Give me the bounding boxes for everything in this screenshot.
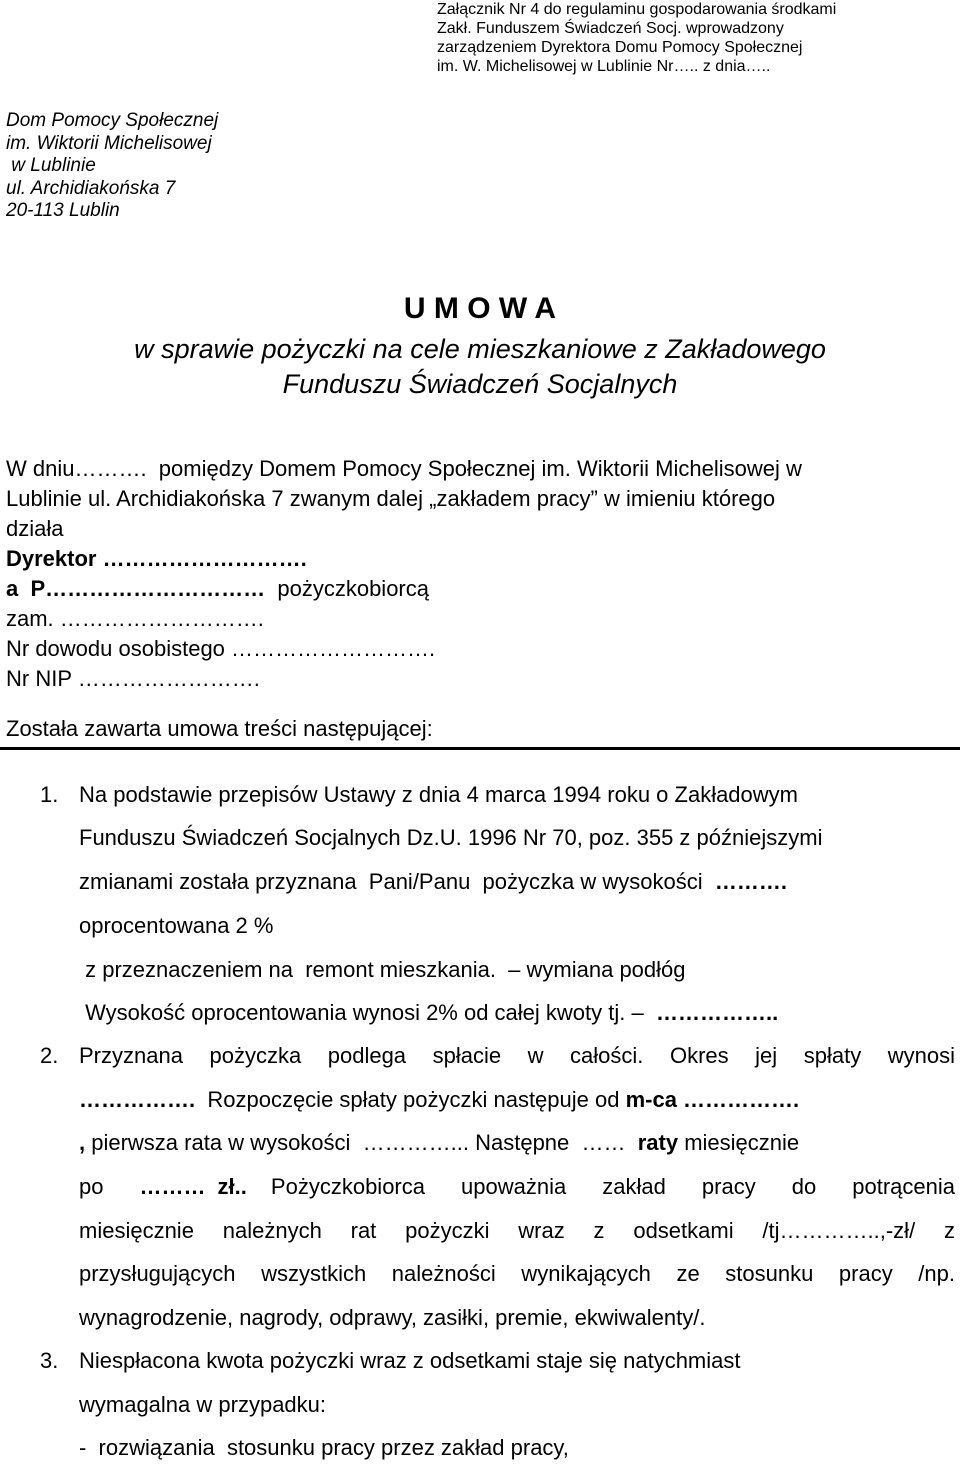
item1-line: oprocentowana 2 % (79, 913, 274, 938)
item2-text: przysługujących wszystkich należności wynikających ze stosunku pracy /np. (79, 1261, 955, 1286)
item2-line (79, 1087, 799, 1113)
address-field: zam. ………………………. (6, 606, 264, 631)
item2-line (79, 1218, 955, 1244)
parties-section (6, 454, 802, 694)
borrower-label: pożyczkobiorcą (265, 576, 429, 601)
comma: , (79, 1130, 86, 1155)
annex-line: zarządzeniem Dyrektora Domu Pomocy Społecznej (437, 39, 803, 56)
contract-intro: Została zawarta umowa treści następującej: (6, 716, 433, 741)
first-installment-label: pierwsza rata w wysokości …………... Następne …… (85, 1130, 638, 1155)
borrower-name-blank: a P………………………… (6, 576, 266, 601)
item-number: 2. (40, 1043, 59, 1068)
item1-line: z przeznaczeniem na remont mieszkania. – wymiana podłóg (79, 957, 686, 982)
installment-amount-blank: ……… zł.. (139, 1174, 247, 1199)
id-number-field: Nr dowodu osobistego ………………………. (6, 636, 436, 661)
subtitle-line: Funduszu Świadczeń Socjalnych (282, 369, 678, 399)
document-subtitle (0, 332, 960, 402)
repayment-start-label: Rozpoczęcie spłaty pożyczki następuje od (195, 1087, 626, 1112)
deduction-text: Pożyczkobiorca upoważnia zakład pracy do potrącenia (246, 1174, 956, 1199)
issuer-line: w Lublinie (6, 155, 96, 176)
subtitle-line: w sprawie pożyczki na cele mieszkaniowe z Zakładowego (134, 334, 826, 364)
item2-text: Przyznana pożyczka podlega spłacie w całości. Okres jej spłaty wynosi (79, 1043, 955, 1068)
item2-line: wynagrodzenie, nagrody, odprawy, zasiłki, premie, ekwiwalenty/. (79, 1305, 706, 1330)
parties-line: W dniu………. pomiędzy Domem Pomocy Społecznej im. Wiktorii Michelisowej w (6, 456, 802, 481)
po-label: po (79, 1174, 140, 1199)
item1-line: Na podstawie przepisów Ustawy z dnia 4 marca 1994 roku o Zakładowym (79, 782, 798, 807)
loan-amount-label: zmianami została przyznana Pani/Panu pożyczka w wysokości (79, 869, 715, 894)
item1-line (79, 1000, 778, 1026)
installments-label: raty (637, 1130, 679, 1155)
item1-line: Funduszu Świadczeń Socjalnych Dz.U. 1996 Nr 70, poz. 355 z późniejszymi (79, 825, 823, 850)
interest-blank: …………….. (655, 1000, 779, 1025)
issuer-line: Dom Pomocy Społecznej (6, 110, 219, 131)
item3-line: wymagalna w przypadku: (79, 1392, 327, 1417)
item2-line (79, 1174, 955, 1200)
borrower-field (6, 574, 802, 604)
annex-line: Załącznik Nr 4 do regulaminu gospodarowania środkami (437, 1, 837, 18)
repayment-month-blank: m-ca ……………. (625, 1087, 800, 1112)
director-field: Dyrektor ………………………. (6, 546, 307, 571)
issuer-line: 20-113 Lublin (6, 200, 120, 221)
annex-line: im. W. Michelisowej w Lublinie Nr….. z dnia….. (437, 58, 771, 75)
annex-reference (437, 0, 957, 76)
issuer-address (6, 110, 218, 223)
issuer-line: ul. Archidiakońska 7 (6, 177, 176, 199)
item2-text (79, 1174, 955, 1200)
item2-line (79, 1130, 799, 1156)
issuer-line: im. Wiktorii Michelisowej (6, 132, 212, 154)
item3-line: Niespłacona kwota pożyczki wraz z odsetkami staje się natychmiast (79, 1348, 741, 1373)
item3-line: - rozwiązania stosunku pracy przez zakład pracy, (79, 1435, 569, 1460)
document-title: U M O W A (403, 292, 557, 325)
loan-amount-blank: ………. (714, 869, 787, 894)
nip-field: Nr NIP ……………………. (6, 666, 260, 691)
item2-line (79, 1261, 955, 1287)
parties-line: działa (6, 516, 64, 541)
item-number: 3. (40, 1348, 59, 1373)
annex-line: Zakł. Funduszem Świadczeń Socj. wprowadzony (437, 20, 784, 37)
interest-label: Wysokość oprocentowania wynosi 2% od całej kwoty tj. – (79, 1000, 656, 1025)
repayment-period-blank: ……………. (79, 1087, 196, 1112)
parties-line: Lublinie ul. Archidiakońska 7 zwanym dalej „zakładem pracy” w imieniu którego (6, 486, 776, 511)
divider (0, 747, 960, 750)
item-number: 1. (40, 782, 59, 807)
item2-line (79, 1043, 955, 1069)
item1-line (79, 869, 787, 895)
monthly-label: miesięcznie (678, 1130, 800, 1155)
item2-text: miesięcznie należnych rat pożyczki wraz z odsetkami /tj…………..,-zł/ z (79, 1218, 955, 1243)
